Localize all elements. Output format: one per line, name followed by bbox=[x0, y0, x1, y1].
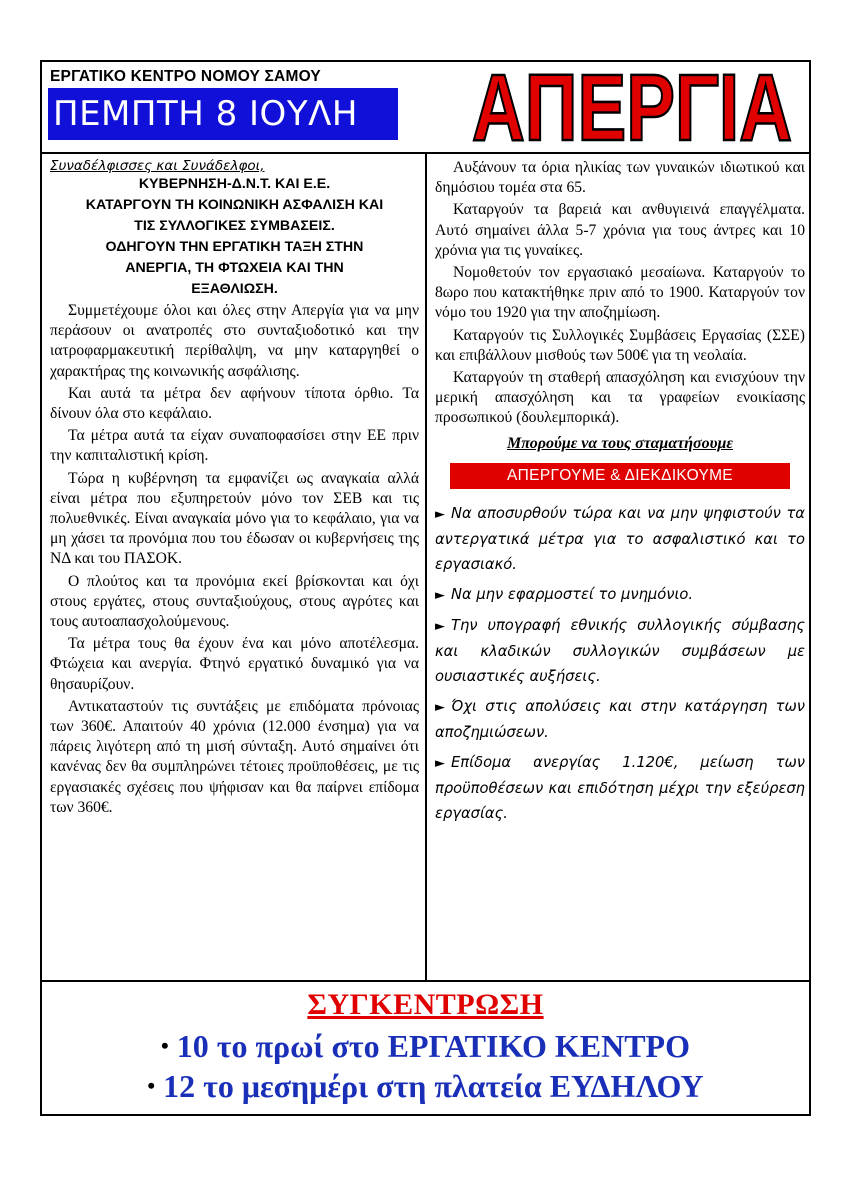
demand-item bbox=[435, 694, 805, 745]
rally-section bbox=[42, 980, 809, 1116]
body-paragraph: Αυξάνουν τα όρια ηλικίας των γυναικών ιδιωτικού και δημόσιου τομέα στα 65. bbox=[435, 159, 805, 197]
call-to-action: Μπορούμε να τους σταματήσουμε bbox=[507, 434, 733, 452]
arrow-right-icon: ► bbox=[435, 506, 445, 522]
headline-line: ΟΔΗΓΟΥΝ ΤΗΝ ΕΡΓΑΤΙΚΗ ΤΑΞΗ ΣΤΗΝ bbox=[105, 239, 364, 255]
demand-text: Να αποσυρθούν τώρα και να μην ψηφιστούν τα αντεργατικά μέτρα για το ασφαλιστικό και το εργασιακό. bbox=[435, 504, 805, 573]
body-paragraph: Και αυτά τα μέτρα δεν αφήνουν τίποτα όρθιο. Τα δίνουν όλα στο κεφάλαιο. bbox=[50, 384, 419, 423]
body-paragraph: Νομοθετούν τον εργασιακό μεσαίωνα. Καταργούν το 8ωρο που κατακτήθηκε πριν από το 1900. Καταργούν τον νόμο του 1920 για την αποζημίωση. bbox=[435, 264, 805, 322]
bullet-icon: • bbox=[161, 1033, 169, 1058]
arrow-right-icon: ► bbox=[435, 699, 445, 715]
headline-line: ΑΝΕΡΓΙΑ, ΤΗ ΦΤΩΧΕΙΑ ΚΑΙ ΤΗΝ bbox=[125, 260, 344, 276]
flyer-header bbox=[42, 62, 809, 154]
rally-item-text: 12 το μεσημέρι στη πλατεία ΕΥΔΗΛΟΥ bbox=[163, 1068, 704, 1104]
demand-text: Την υπογραφή εθνικής συλλογικής σύμβασης και κλαδικών συλλογικών συμβάσεων με ουσιαστικές αυξήσεις. bbox=[435, 616, 805, 685]
arrow-right-icon: ► bbox=[435, 618, 445, 634]
body-paragraph: Τα μέτρα αυτά τα είχαν συναποφασίσει στην ΕΕ πριν την καπιταλιστική κρίση. bbox=[50, 427, 419, 465]
rally-title: ΣΥΓΚΕΝΤΡΩΣΗ bbox=[307, 988, 544, 1021]
rally-item-text: 10 το πρωί στο ΕΡΓΑΤΙΚΟ ΚΕΝΤΡΟ bbox=[176, 1028, 690, 1064]
headline-line: ΤΙΣ ΣΥΛΛΟΓΙΚΕΣ ΣΥΜΒΑΣΕΙΣ. bbox=[134, 218, 335, 234]
body-paragraph: Αντικαταστούν τις συντάξεις με επιδόματα πρόνοιας των 360€. Απαιτούν 40 χρόνια (12.000 ένσημα) για να πάρεις λιγότερη από τη μισή σύνταξη. Αυτό σημαίνει ότι κανένας δεν θα συμπληρώνει τέτοιες προϋποθέσεις, με τις εργασιακές σχέσεις που ψήφισαν και θα παίρνει επίδομα των 360€. bbox=[50, 697, 419, 816]
demand-item bbox=[435, 613, 805, 689]
strike-badge: ΑΠΕΡΓΟΥΜΕ & ΔΙΕΚΔΙΚΟΥΜΕ bbox=[450, 463, 790, 489]
headline-line: ΚΥΒΕΡΝΗΣΗ-Δ.Ν.Τ. ΚΑΙ Ε.Ε. bbox=[138, 176, 331, 192]
headline-line: ΕΞΑΘΛΙΩΣΗ. bbox=[191, 281, 278, 297]
salutation: Συναδέλφισσες και Συνάδελφοι, bbox=[50, 158, 265, 174]
body-paragraph: Καταργούν τα βαρειά και ανθυγιεινά επαγγέλματα. Αυτό σημαίνει άλλα 5-7 χρόνια για τους άντρες και 10 χρόνια για τις γυναίκες. bbox=[435, 201, 805, 259]
rally-list bbox=[42, 1026, 809, 1106]
bullet-icon: • bbox=[147, 1073, 156, 1098]
body-paragraph: Καταργούν τη σταθερή απασχόληση και ενισχύουν την μερική απασχόληση και τα γραφείων ενοικίασης προσωπικού (δουλεμπορικά). bbox=[435, 369, 805, 427]
arrow-right-icon: ► bbox=[435, 587, 445, 603]
demand-item bbox=[435, 750, 805, 826]
body-paragraph: Καταργούν τις Συλλογικές Συμβάσεις Εργασίας (ΣΣΕ) και επιβάλλουν μισθούς των 500€ για τη νεολαία. bbox=[435, 326, 805, 364]
arrow-right-icon: ► bbox=[435, 755, 445, 771]
left-column bbox=[42, 154, 427, 980]
strike-title bbox=[462, 60, 802, 152]
demand-text: Να μην εφαρμοστεί το μνημόνιο. bbox=[451, 585, 694, 603]
right-column bbox=[427, 154, 811, 980]
headline-line: ΚΑΤΑΡΓΟΥΝ ΤΗ ΚΟΙΝΩΝΙΚΗ ΑΣΦΑΛΙΣΗ ΚΑΙ bbox=[85, 197, 384, 213]
body-paragraph: Τώρα η κυβέρνηση τα εμφανίζει ως αναγκαία αλλά είναι μέτρα που εξυπηρετούν μόνο τον ΣΕΒ και τις πολυεθνικές. Είναι αναγκαία μόνο για το κεφάλαιο, για να μη χάσει τα προνόμια που του έδωσαν οι κυβερνήσεις της ΝΔ και του ΠΑΣΟΚ. bbox=[50, 469, 419, 568]
demand-item bbox=[435, 501, 805, 577]
demand-text: Όχι στις απολύσεις και στην κατάργηση των αποζημιώσεων. bbox=[435, 697, 805, 741]
date-banner: ΠΕΜΠΤΗ 8 ΙΟΥΛΗ bbox=[48, 88, 398, 140]
rally-item bbox=[42, 1066, 809, 1106]
headline-block bbox=[50, 175, 419, 299]
body-paragraph: Συμμετέχουμε όλοι και όλες στην Απεργία για να μην περάσουν οι ανατροπές στο συνταξιοδοτικό και την ιατροφαρμακευτική περίθαλψη, να μην καταργηθεί ο χαρακτήρας της κοινωνικής ασφάλισης. bbox=[50, 302, 419, 380]
rally-item bbox=[42, 1026, 809, 1066]
body-columns bbox=[42, 154, 809, 980]
organization-name: ΕΡΓΑΤΙΚΟ ΚΕΝΤΡΟ ΝΟΜΟΥ ΣΑΜΟΥ bbox=[50, 68, 321, 85]
body-paragraph: Ο πλούτος και τα προνόμια εκεί βρίσκονται και όχι στους εργάτες, στους συνταξιούχους, στους αγρότες και τους αυτοαπασχολούμενους. bbox=[50, 572, 419, 631]
strike-title-text: ΑΠΕΡΓΙΑ bbox=[472, 60, 792, 152]
flyer-sheet bbox=[40, 60, 811, 1116]
demand-item bbox=[435, 582, 805, 608]
demands-list bbox=[435, 501, 805, 826]
demand-text: Επίδομα ανεργίας 1.120€, μείωση των προϋποθέσεων και επιδότηση μέχρι την εξεύρεση εργασίας. bbox=[435, 753, 805, 822]
body-paragraph: Τα μέτρα τους θα έχουν ένα και μόνο αποτέλεσμα. Φτώχεια και ανεργία. Φτηνό εργατικό δυναμικό για να θησαυρίζουν. bbox=[50, 635, 419, 693]
